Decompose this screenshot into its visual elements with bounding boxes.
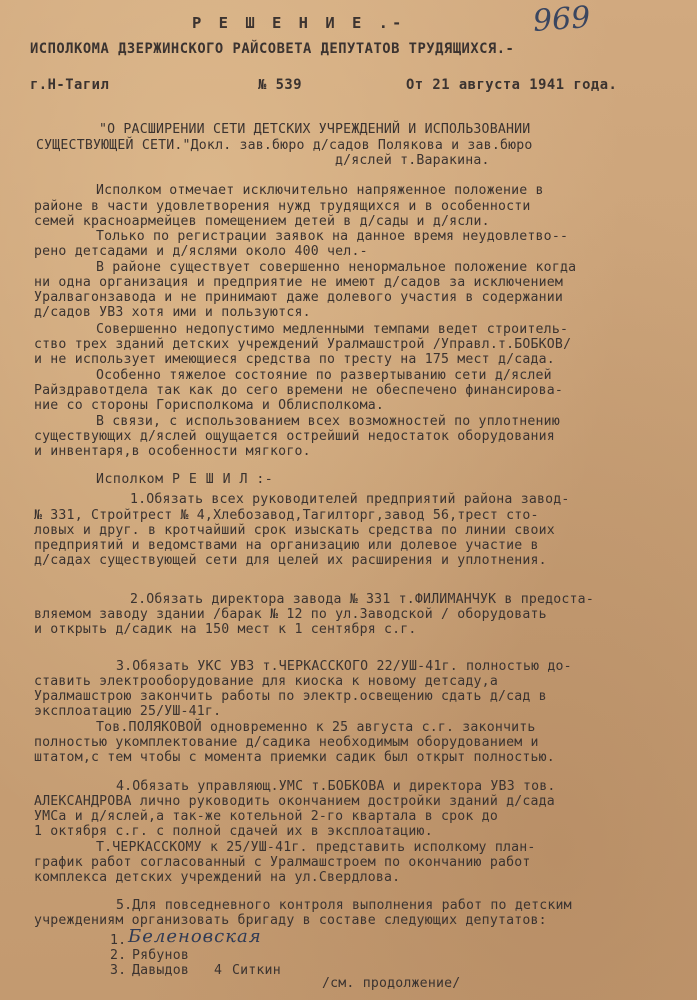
document-date: От 21 августа 1941 года. [406, 77, 618, 93]
preamble-line: Особенно тяжелое состояние по развертыванию сети д/яслей [96, 368, 552, 383]
item-4-line: график работ согласованный с Уралмашстроем по окончанию работ [34, 855, 531, 870]
item-5-line: 5.Для повседневного контроля выполнения работ по детским [116, 898, 572, 913]
preamble-line: Исполком отмечает исключительно напряженное положение в [96, 183, 544, 198]
deputy-name: Ситкин [232, 963, 281, 978]
preamble-line: Уралвагонзавода и не принимают даже долевого участия в содержании [34, 290, 564, 305]
subject-line: "О РАСШИРЕНИИ СЕТИ ДЕТСКИХ УЧРЕЖДЕНИЙ И ИСПОЛЬЗОВАНИИ [99, 122, 531, 137]
deputy-name: Давыдов [132, 963, 189, 978]
subject-line: СУЩЕСТВУЮЩЕЙ СЕТИ."Докл. зав.бюро д/садов Полякова и зав.бюро [36, 138, 533, 153]
item-1-line: № 331, Стройтрест № 4,Хлебозавод,Тагилторг,завод 56,трест сто- [34, 508, 539, 523]
preamble-line: В связи, с использованием всех возможностей по уплотнению [96, 414, 560, 429]
preamble-line: существующих д/яслей ощущается острейший недостаток оборудования [34, 429, 555, 444]
item-2-line: 2.Обязать директора завода № 331 т.ФИЛИМАНЧУК в предоста- [130, 592, 594, 607]
document-title: Р Е Ш Е Н И Е .- [192, 14, 406, 32]
item-3-line: Тов.ПОЛЯКОВОЙ одновременно к 25 августа с.г. закончить [96, 720, 536, 735]
preamble-line: ство трех зданий детских учреждений Уралмашстрой /Управл.т.БОБКОВ/ [34, 337, 572, 352]
preamble-line: В районе существует совершенно ненормальное положение когда [96, 260, 577, 275]
deputy-name-handwritten: Беленовская [128, 926, 262, 947]
item-4-line: Т.ЧЕРКАССКОМУ к 25/УШ-41г. представить исполкому план- [96, 840, 536, 855]
deputy-number: 3. [110, 963, 127, 978]
item-3-line: Уралмашстрою закончить работы по электр.освещению сдать д/сад в [34, 689, 547, 704]
item-2-line: и открыть д/садик на 150 мест к 1 сентября с.г. [34, 622, 417, 637]
preamble-line: и не использует имеющиеся средства по тресту на 175 мест д/сада. [34, 352, 555, 367]
preamble-line: Совершенно недопустимо медленными темпами ведет строитель- [96, 322, 569, 337]
deputy-number: 4 [214, 963, 223, 978]
preamble-line: Райздравотдела так как до сего времени не обеспечено финансирова- [34, 383, 564, 398]
deputy-name: Рябунов [132, 948, 189, 963]
item-2-line: вляемом заводу здании /барак № 12 по ул.Заводской / оборудовать [34, 607, 547, 622]
preamble-line: рено детсадами и д/яслями около 400 чел.- [34, 244, 368, 259]
item-4-line: УМСа и д/яслей,а так-же котельной 2-го квартала в срок до [34, 809, 498, 824]
authority-line: ИСПОЛКОМА ДЗЕРЖИНСКОГО РАЙСОВЕТА ДЕПУТАТОВ ТРУДЯЩИХСЯ.- [30, 41, 515, 57]
preamble-line: и инвентаря,в особенности мягкого. [34, 444, 311, 459]
item-4-line: комплекса детских учреждений на ул.Свердлова. [34, 870, 401, 885]
preamble-line: семей красноармейцев помещением детей в д/сады и д/ясли. [34, 214, 490, 229]
item-5-line: учреждениям организовать бригаду в составе следующих депутатов: [34, 913, 547, 928]
item-1-line: д/садах существующей сети для целей их расширения и уплотнения. [34, 553, 547, 568]
item-1-line: предприятий и ведомствами на организацию или долевое участие в [34, 538, 539, 553]
item-1-line: 1.Обязать всех руководителей предприятий района завод- [130, 492, 570, 507]
continuation-note: /см. продолжение/ [322, 976, 461, 991]
item-3-line: 3.Обязать УКС УВЗ т.ЧЕРКАССКОГО 22/УШ-41г. полностью до- [116, 659, 572, 674]
document-city: г.Н-Тагил [30, 77, 110, 93]
item-3-line: штатом,с тем чтобы с момента приемки садик был открыт полностью. [34, 750, 555, 765]
archive-number: 969 [531, 0, 592, 39]
preamble-line: д/садов УВЗ хотя ими и пользуются. [34, 305, 311, 320]
decided-heading: Исполком Р Е Ш И Л :- [96, 472, 274, 487]
item-3-line: полностью укомплектование д/садика необходимым оборудованием и [34, 735, 539, 750]
item-3-line: ставить электрооборудование для киоска к новому детсаду,а [34, 674, 498, 689]
subject-line: д/яслей т.Варакина. [335, 153, 490, 168]
preamble-line: ние со стороны Горисполкома и Облисполкома. [34, 398, 385, 413]
item-4-line: АЛЕКСАНДРОВА лично руководить окончанием достройки зданий д/сада [34, 794, 555, 809]
item-4-line: 1 октября с.г. с полной сдачей их в эксплоатацию. [34, 824, 433, 839]
document-number: № 539 [258, 77, 303, 93]
preamble-line: Только по регистрации заявок на данное время неудовлетво-- [96, 229, 569, 244]
item-1-line: ловых и друг. в кротчайший срок изыскать средства по линии своих [34, 523, 555, 538]
deputy-number: 2. [110, 948, 127, 963]
item-4-line: 4.Обязать управляющ.УМС т.БОБКОВА и директора УВЗ тов. [116, 779, 556, 794]
item-3-line: эксплоатацию 25/УШ-41г. [34, 704, 222, 719]
deputy-number: 1. [110, 933, 127, 948]
preamble-line: ни одна организация и предприятие не имеют д/садов за исключением [34, 275, 564, 290]
preamble-line: районе в части удовлетворения нужд трудящихся и в особенности [34, 199, 531, 214]
